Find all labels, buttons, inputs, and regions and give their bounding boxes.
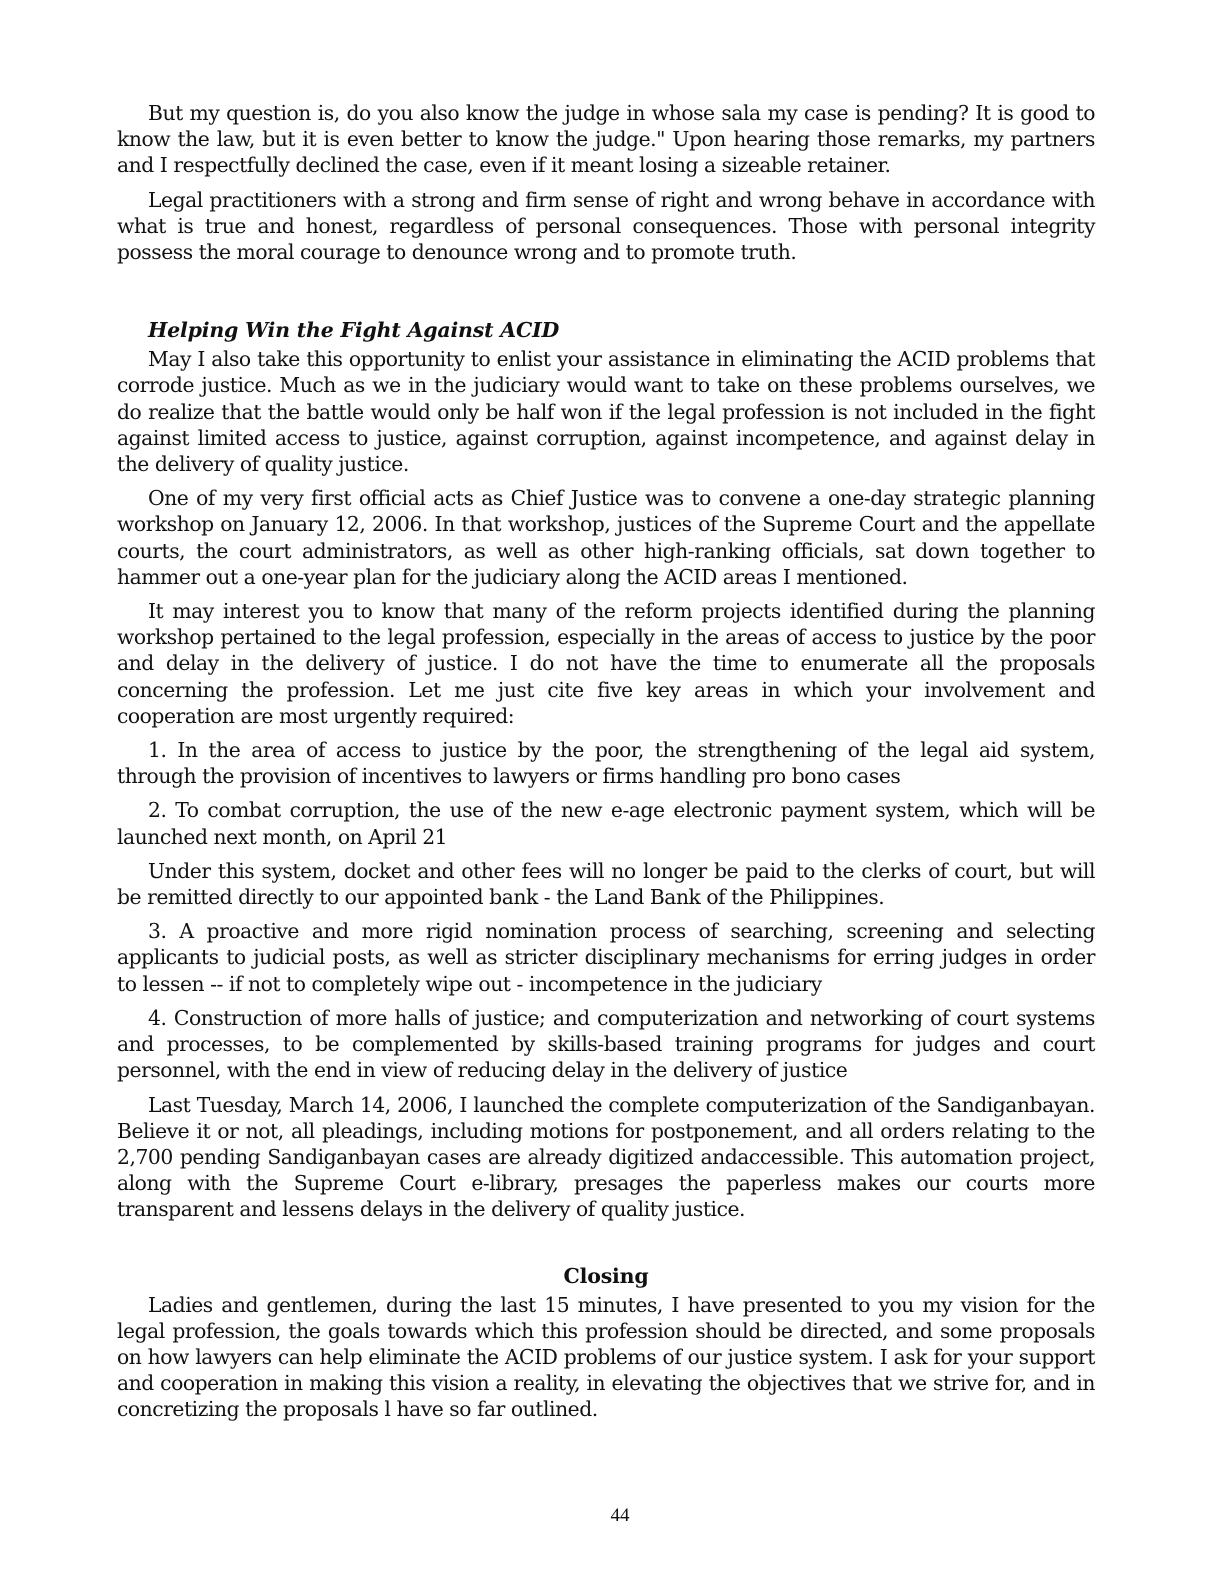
paragraph-acid-2: One of my very first official acts as Chief Justice was to convene a one-day strategic planning workshop on January 12, 2006. In that workshop, justices of the Supreme Court and the appellate courts, the court administrators, as well as other high-ranking officials, sat down together to hammer out a one-year plan for the judiciary along the ACID areas I mentioned.	[117, 486, 1095, 589]
paragraph-acid-5: Last Tuesday, March 14, 2006, I launched the complete computerization of the Sandiganbayan. Believe it or not, all pleadings, including motions for postponement, and all orders relating to the 2,700 pending Sandiganbayan cases are already digitized andaccessible. This automation project, along with the Supreme Court e-library, presages the paperless makes our courts more transparent and lessens delays in the delivery of quality justice.	[117, 1092, 1095, 1222]
list-item-3: 3. A proactive and more rigid nomination process of searching, screening and selecting applicants to judicial posts, as well as stricter disciplinary mechanisms for erring judges in order to lessen -- if not to completely wipe out - incompetence in the judiciary	[117, 919, 1095, 996]
section-heading-acid: Helping Win the Fight Against ACID	[148, 318, 560, 343]
list-item-4: 4. Construction of more halls of justice; and computerization and networking of court systems and processes, to be complemented by skills-based training programs for judges and court personnel, with the end in view of reducing delay in the delivery of justice	[117, 1005, 1095, 1083]
page-number: 44	[610, 1505, 630, 1526]
paragraph-closing-1: Ladies and gentlemen, during the last 15 minutes, I have presented to you my vision for the legal profession, the goals towards which this profession should be directed, and some proposals on how lawyers can help eliminate the ACID problems of our justice system. I ask for your support and cooperation in making this vision a reality, in elevating the objectives that we strive for, and in concretizing the proposals l have so far outlined.	[117, 1292, 1095, 1422]
paragraph-intro-2: Legal practitioners with a strong and firm sense of right and wrong behave in accordance with what is true and honest, regardless of personal consequences. Those with personal integrity possess the moral courage to denounce wrong and to promote truth.	[117, 187, 1095, 265]
paragraph-acid-4: Under this system, docket and other fees will no longer be paid to the clerks of court, but will be remitted directly to our appointed bank - the Land Bank of the Philippines.	[117, 858, 1095, 910]
list-item-1: 1. In the area of access to justice by the poor, the strengthening of the legal aid system, through the provision of incentives to lawyers or firms handling pro bono cases	[117, 738, 1095, 789]
paragraph-intro-1: But my question is, do you also know the judge in whose sala my case is pending? It is good to know the law, but it is even better to know the judge." Upon hearing those remarks, my partners and I respectfully declined the case, even if it meant losing a sizeable retainer.	[117, 101, 1095, 178]
paragraph-acid-1: May I also take this opportunity to enlist your assistance in eliminating the ACID problems that corrode justice. Much as we in the judiciary would want to take on these problems ourselves, we do realize that the battle would only be half won if the legal profession is not included in the fight against limited access to justice, against corruption, against incompetence, and against delay in the delivery of quality justice.	[117, 347, 1095, 477]
paragraph-acid-3: It may interest you to know that many of the reform projects identified during the planning workshop pertained to the legal profession, especially in the areas of access to justice by the poor and delay in the delivery of justice. I do not have the time to enumerate all the proposals concerning the profession. Let me just cite five key areas in which your involvement and cooperation are most urgently required:	[117, 599, 1095, 728]
section-heading-closing: Closing	[563, 1263, 649, 1288]
document-page	[117, 100, 1095, 1431]
list-item-2: 2. To combat corruption, the use of the new e-age electronic payment system, which will be launched next month, on April 21	[117, 798, 1095, 849]
